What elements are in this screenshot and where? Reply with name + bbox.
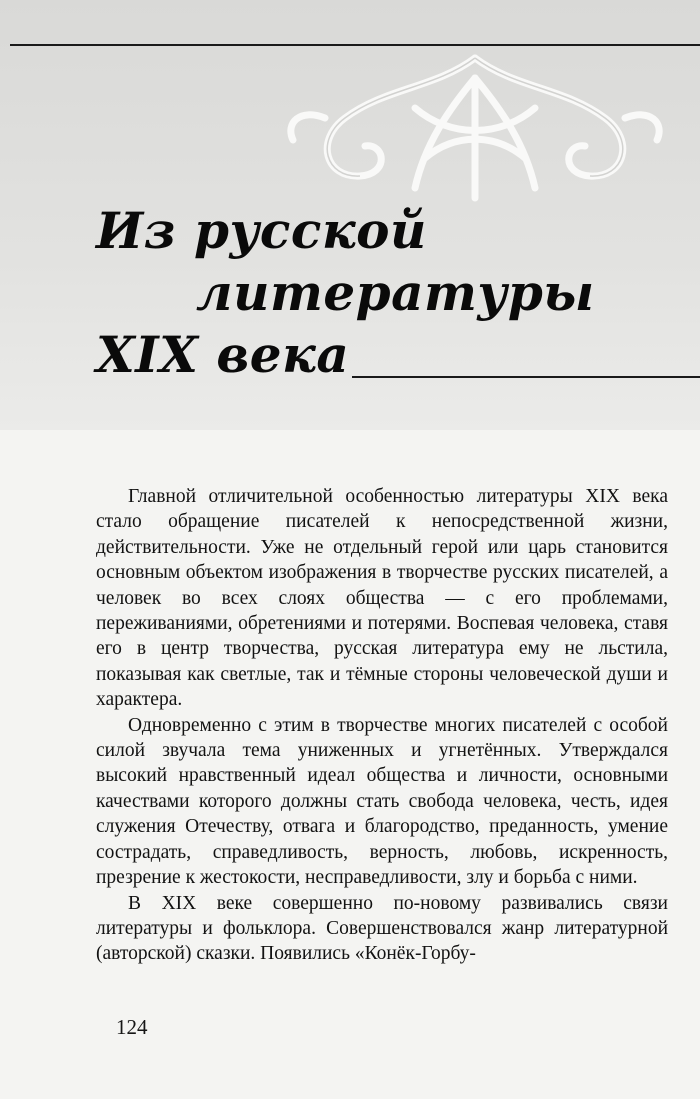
- title-rule-line: [352, 376, 700, 378]
- chapter-title: [96, 200, 595, 386]
- page-number: 124: [116, 1015, 148, 1039]
- decorative-flourish-icon: [265, 48, 685, 208]
- chapter-title-line-1: Из русской: [96, 201, 427, 260]
- body-text: [96, 484, 668, 967]
- paragraph: В XIX веке совершенно по-новому развивались связи литературы и фольклора. Совершенствовался жанр литературной (авторской) сказки. Появились «Конёк-Горбу-: [96, 892, 668, 965]
- chapter-title-line-2: литературы: [196, 263, 595, 322]
- chapter-title-line-3: XIX века: [96, 325, 350, 384]
- top-rule-line: [10, 44, 700, 46]
- paragraph: Главной отличительной особенностью литературы XIX века стало обращение писателей к непосредственной жизни, действительности. Уже не отдельный герой или царь становится основным объектом изображения в творчестве русских писателей, а человек во всех слоях общества — с его проблемами, переживаниями, обретениями и потерями. Воспевая человека, ставя его в центр творчества, русская литература ему не льстила, показывая как светлые, так и тёмные стороны человеческой души и характера.: [96, 486, 668, 711]
- paragraph: Одновременно с этим в творчестве многих писателей с особой силой звучала тема униженных и угнетённых. Утверждался высокий нравственный идеал общества и личности, основными качествами которого должны стать свобода человека, честь, идея служения Отечеству, отвага и благородство, преданность, умение сострадать, справедливость, верность, любовь, искренность, презрение к жестокости, несправедливости, злу и борьба с ними.: [96, 714, 668, 889]
